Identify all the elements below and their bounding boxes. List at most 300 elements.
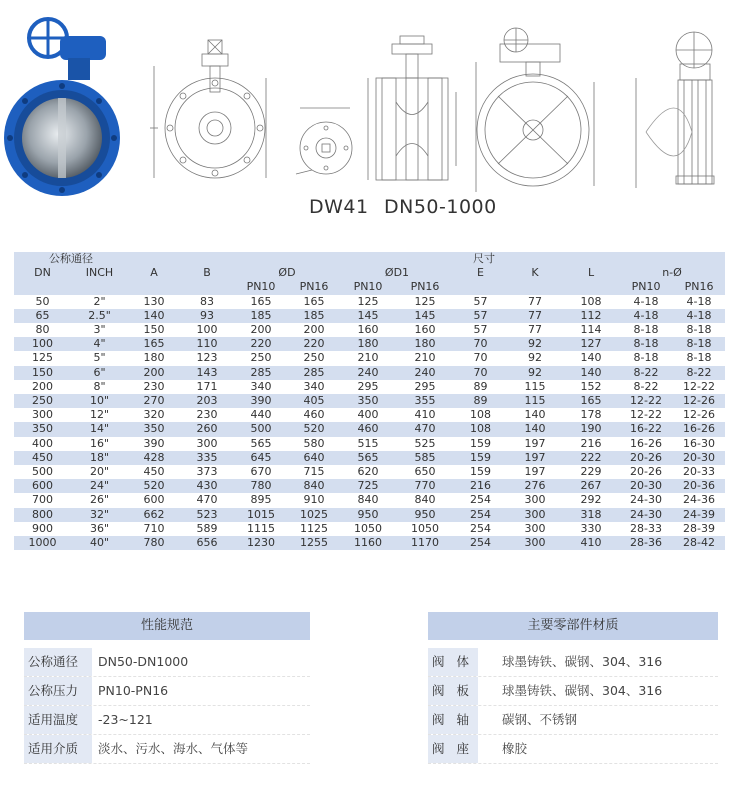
table-cell: 470 [180, 493, 234, 507]
table-cell: 165 [563, 394, 619, 408]
table-cell: 12" [71, 408, 128, 422]
table-cell: 565 [234, 437, 288, 451]
table-cell: 145 [340, 309, 396, 323]
table-cell: 8-18 [673, 323, 725, 337]
table-cell: 400 [340, 408, 396, 422]
table-cell: 57 [454, 323, 507, 337]
table-cell: 460 [340, 422, 396, 436]
col-dn: DN [14, 266, 71, 280]
col-a: A [128, 266, 180, 280]
table-cell: 525 [396, 437, 454, 451]
table-cell: 24-39 [673, 508, 725, 522]
table-cell: 185 [234, 309, 288, 323]
material-value: 球墨铸铁、碳钢、304、316 [502, 654, 663, 669]
table-row [14, 493, 725, 507]
table-cell: 250 [14, 394, 71, 408]
col-l: L [563, 266, 619, 280]
table-cell: 24-30 [619, 493, 673, 507]
material-value: 球墨铸铁、碳钢、304、316 [502, 683, 663, 698]
table-cell: 600 [14, 479, 71, 493]
table-cell: 190 [563, 422, 619, 436]
table-cell: 125 [14, 351, 71, 365]
table-cell: 500 [234, 422, 288, 436]
spec-label: 公称通径 [24, 648, 92, 676]
header-nominal-size: 公称通径 [14, 252, 128, 266]
spec-value: DN50-DN1000 [98, 654, 189, 669]
col-k: K [507, 266, 563, 280]
table-cell: 440 [234, 408, 288, 422]
specs-list [24, 648, 310, 764]
table-row [14, 309, 725, 323]
table-cell: 580 [288, 437, 340, 451]
table-cell: 16-26 [619, 437, 673, 451]
table-cell: 295 [396, 380, 454, 394]
table-cell: 36" [71, 522, 128, 536]
table-cell: 108 [454, 422, 507, 436]
table-cell: 1160 [340, 536, 396, 550]
table-cell: 390 [128, 437, 180, 451]
table-cell: 57 [454, 295, 507, 309]
table-cell: 8-18 [673, 351, 725, 365]
col-inch: INCH [71, 266, 128, 280]
col-b: B [180, 266, 234, 280]
table-cell: 8-18 [673, 337, 725, 351]
table-row [14, 536, 725, 550]
table-cell: 216 [563, 437, 619, 451]
table-cell: 700 [14, 493, 71, 507]
table-cell: 125 [396, 295, 454, 309]
table-cell: 3" [71, 323, 128, 337]
table-cell: 1125 [288, 522, 340, 536]
table-cell: 8" [71, 380, 128, 394]
specs-header: 性能规范 [24, 612, 310, 640]
table-cell: 12-22 [619, 394, 673, 408]
table-cell: 254 [454, 536, 507, 550]
table-cell: 160 [396, 323, 454, 337]
material-value: 橡胶 [502, 741, 528, 756]
table-cell: 430 [180, 479, 234, 493]
table-cell: 150 [128, 323, 180, 337]
col-od-pn10: PN10 [234, 280, 288, 294]
table-cell: 500 [14, 465, 71, 479]
spec-label: 公称压力 [24, 677, 92, 705]
spec-value: PN10-PN16 [98, 683, 169, 698]
table-header-row [14, 252, 725, 266]
table-cell: 1170 [396, 536, 454, 550]
table-cell: 900 [14, 522, 71, 536]
table-row [14, 465, 725, 479]
table-cell: 12-22 [619, 408, 673, 422]
table-cell: 112 [563, 309, 619, 323]
table-row [14, 295, 725, 309]
table-cell: 93 [180, 309, 234, 323]
table-cell: 100 [14, 337, 71, 351]
valve-photo [0, 8, 130, 208]
table-cell: 180 [396, 337, 454, 351]
table-cell: 108 [563, 295, 619, 309]
table-cell: 254 [454, 493, 507, 507]
table-cell: 220 [234, 337, 288, 351]
table-cell: 20-26 [619, 451, 673, 465]
table-cell: 20-33 [673, 465, 725, 479]
spec-value: -23~121 [98, 712, 153, 727]
table-cell: 26" [71, 493, 128, 507]
table-cell: 1025 [288, 508, 340, 522]
table-cell: 65 [14, 309, 71, 323]
table-cell: 20" [71, 465, 128, 479]
table-cell: 140 [507, 408, 563, 422]
table-cell: 40" [71, 536, 128, 550]
table-cell: 292 [563, 493, 619, 507]
table-cell: 340 [234, 380, 288, 394]
spec-row [24, 648, 310, 677]
table-row [14, 366, 725, 380]
table-cell: 800 [14, 508, 71, 522]
dimension-table [14, 252, 725, 550]
table-cell: 6" [71, 366, 128, 380]
table-cell: 89 [454, 380, 507, 394]
dimension-table-body [14, 295, 725, 551]
table-cell: 171 [180, 380, 234, 394]
table-cell: 24" [71, 479, 128, 493]
table-cell: 89 [454, 394, 507, 408]
table-cell: 450 [128, 465, 180, 479]
table-cell: 770 [396, 479, 454, 493]
table-cell: 70 [454, 351, 507, 365]
table-cell: 80 [14, 323, 71, 337]
table-cell: 300 [14, 408, 71, 422]
table-cell: 210 [340, 351, 396, 365]
table-cell: 4" [71, 337, 128, 351]
table-row [14, 451, 725, 465]
table-cell: 14" [71, 422, 128, 436]
table-cell: 197 [507, 465, 563, 479]
table-cell: 159 [454, 451, 507, 465]
table-cell: 210 [396, 351, 454, 365]
table-cell: 8-22 [619, 380, 673, 394]
table-cell: 77 [507, 309, 563, 323]
table-cell: 620 [340, 465, 396, 479]
table-cell: 159 [454, 437, 507, 451]
table-cell: 250 [234, 351, 288, 365]
model-range: DN50-1000 [384, 196, 497, 218]
table-cell: 115 [507, 394, 563, 408]
table-cell: 110 [180, 337, 234, 351]
product-drawings [0, 0, 742, 240]
table-cell: 2.5" [71, 309, 128, 323]
table-cell: 390 [234, 394, 288, 408]
table-cell: 270 [128, 394, 180, 408]
table-cell: 180 [340, 337, 396, 351]
table-cell: 645 [234, 451, 288, 465]
col-holes-pn10: PN10 [619, 280, 673, 294]
table-cell: 115 [507, 380, 563, 394]
table-cell: 295 [340, 380, 396, 394]
materials-list [428, 648, 718, 764]
table-cell: 222 [563, 451, 619, 465]
table-cell: 152 [563, 380, 619, 394]
table-cell: 24-30 [619, 508, 673, 522]
table-cell: 77 [507, 323, 563, 337]
drawing-gear-front [470, 22, 600, 212]
table-cell: 285 [288, 366, 340, 380]
table-cell: 20-30 [619, 479, 673, 493]
spec-row [24, 677, 310, 706]
col-e: E [454, 266, 507, 280]
table-cell: 12-26 [673, 408, 725, 422]
table-cell: 20-30 [673, 451, 725, 465]
col-od1-pn16: PN16 [396, 280, 454, 294]
table-cell: 125 [340, 295, 396, 309]
table-cell: 8-18 [619, 323, 673, 337]
table-cell: 670 [234, 465, 288, 479]
drawing-gear-side [626, 28, 736, 198]
table-cell: 230 [128, 380, 180, 394]
table-cell: 100 [180, 323, 234, 337]
table-cell: 285 [234, 366, 288, 380]
table-cell: 200 [234, 323, 288, 337]
table-row [14, 479, 725, 493]
table-cell: 57 [454, 309, 507, 323]
table-cell: 523 [180, 508, 234, 522]
table-cell: 330 [563, 522, 619, 536]
table-cell: 4-18 [673, 295, 725, 309]
table-cell: 240 [396, 366, 454, 380]
table-cell: 230 [180, 408, 234, 422]
table-cell: 178 [563, 408, 619, 422]
table-cell: 950 [396, 508, 454, 522]
table-cell: 140 [507, 422, 563, 436]
table-cell: 410 [396, 408, 454, 422]
table-cell: 460 [288, 408, 340, 422]
table-cell: 197 [507, 437, 563, 451]
material-row [428, 648, 718, 677]
table-cell: 160 [340, 323, 396, 337]
table-cell: 910 [288, 493, 340, 507]
spec-row [24, 706, 310, 735]
table-cell: 300 [507, 493, 563, 507]
table-cell: 140 [563, 351, 619, 365]
material-label: 阀 座 [428, 735, 478, 763]
table-cell: 254 [454, 508, 507, 522]
table-cell: 589 [180, 522, 234, 536]
table-header-row [14, 280, 725, 294]
table-header-row [14, 266, 725, 280]
table-cell: 300 [507, 522, 563, 536]
table-cell: 4-18 [673, 309, 725, 323]
table-cell: 780 [234, 479, 288, 493]
header-dimensions: 尺寸 [234, 252, 507, 266]
table-cell: 1050 [396, 522, 454, 536]
table-cell: 300 [507, 508, 563, 522]
table-cell: 405 [288, 394, 340, 408]
table-cell: 515 [340, 437, 396, 451]
table-cell: 2" [71, 295, 128, 309]
table-cell: 585 [396, 451, 454, 465]
table-cell: 1050 [340, 522, 396, 536]
drawing-top-view [290, 100, 360, 190]
table-cell: 20-36 [673, 479, 725, 493]
header-bolt-holes: n-Ø [619, 266, 725, 280]
table-cell: 656 [180, 536, 234, 550]
table-cell: 300 [507, 536, 563, 550]
table-cell: 267 [563, 479, 619, 493]
table-cell: 640 [288, 451, 340, 465]
table-cell: 165 [128, 337, 180, 351]
drawing-side-section [362, 32, 462, 192]
table-cell: 140 [563, 366, 619, 380]
table-cell: 895 [234, 493, 288, 507]
drawing-front-view [146, 36, 276, 226]
table-cell: 50 [14, 295, 71, 309]
table-cell: 145 [396, 309, 454, 323]
table-cell: 1000 [14, 536, 71, 550]
table-cell: 197 [507, 451, 563, 465]
table-cell: 600 [128, 493, 180, 507]
table-cell: 8-18 [619, 337, 673, 351]
table-cell: 355 [396, 394, 454, 408]
table-row [14, 351, 725, 365]
model-code: DW41 [309, 196, 369, 218]
table-cell: 150 [14, 366, 71, 380]
table-cell: 4-18 [619, 309, 673, 323]
table-cell: 840 [288, 479, 340, 493]
table-cell: 350 [128, 422, 180, 436]
table-cell: 520 [128, 479, 180, 493]
table-cell: 10" [71, 394, 128, 408]
table-cell: 16-22 [619, 422, 673, 436]
table-cell: 470 [396, 422, 454, 436]
table-row [14, 422, 725, 436]
table-cell: 130 [128, 295, 180, 309]
table-cell: 1115 [234, 522, 288, 536]
table-cell: 240 [340, 366, 396, 380]
table-cell: 180 [128, 351, 180, 365]
table-cell: 216 [454, 479, 507, 493]
table-cell: 650 [396, 465, 454, 479]
table-cell: 4-18 [619, 295, 673, 309]
table-cell: 8-18 [619, 351, 673, 365]
col-od1-pn10: PN10 [340, 280, 396, 294]
col-od-pn16: PN16 [288, 280, 340, 294]
table-cell: 950 [340, 508, 396, 522]
table-cell: 165 [234, 295, 288, 309]
material-label: 阀 轴 [428, 706, 478, 734]
table-cell: 28-33 [619, 522, 673, 536]
table-cell: 428 [128, 451, 180, 465]
table-row [14, 380, 725, 394]
table-cell: 8-22 [673, 366, 725, 380]
table-cell: 92 [507, 366, 563, 380]
table-cell: 12-22 [673, 380, 725, 394]
col-holes-pn16: PN16 [673, 280, 725, 294]
table-cell: 200 [288, 323, 340, 337]
table-cell: 250 [288, 351, 340, 365]
table-cell: 114 [563, 323, 619, 337]
table-cell: 1015 [234, 508, 288, 522]
header-od1: ØD1 [340, 266, 454, 280]
table-cell: 350 [14, 422, 71, 436]
table-row [14, 394, 725, 408]
table-cell: 20-26 [619, 465, 673, 479]
table-row [14, 508, 725, 522]
table-cell: 229 [563, 465, 619, 479]
table-cell: 12-26 [673, 394, 725, 408]
material-label: 阀 体 [428, 648, 478, 676]
table-cell: 715 [288, 465, 340, 479]
table-cell: 77 [507, 295, 563, 309]
table-cell: 28-42 [673, 536, 725, 550]
table-cell: 340 [288, 380, 340, 394]
table-cell: 840 [340, 493, 396, 507]
table-cell: 140 [128, 309, 180, 323]
table-cell: 203 [180, 394, 234, 408]
table-cell: 16-26 [673, 422, 725, 436]
table-cell: 18" [71, 451, 128, 465]
material-value: 碳钢、不锈钢 [502, 712, 578, 727]
table-cell: 123 [180, 351, 234, 365]
table-cell: 28-36 [619, 536, 673, 550]
spec-label: 适用介质 [24, 735, 92, 763]
table-row [14, 522, 725, 536]
table-cell: 335 [180, 451, 234, 465]
table-cell: 220 [288, 337, 340, 351]
table-cell: 92 [507, 351, 563, 365]
table-cell: 520 [288, 422, 340, 436]
table-cell: 70 [454, 337, 507, 351]
table-cell: 165 [288, 295, 340, 309]
table-cell: 8-22 [619, 366, 673, 380]
table-cell: 32" [71, 508, 128, 522]
table-cell: 840 [396, 493, 454, 507]
table-cell: 200 [14, 380, 71, 394]
table-cell: 300 [180, 437, 234, 451]
table-cell: 260 [180, 422, 234, 436]
table-cell: 159 [454, 465, 507, 479]
table-row [14, 437, 725, 451]
table-row [14, 323, 725, 337]
table-cell: 565 [340, 451, 396, 465]
material-label: 阀 板 [428, 677, 478, 705]
table-cell: 254 [454, 522, 507, 536]
table-cell: 450 [14, 451, 71, 465]
materials-header: 主要零部件材质 [428, 612, 718, 640]
table-row [14, 337, 725, 351]
table-cell: 350 [340, 394, 396, 408]
table-cell: 1230 [234, 536, 288, 550]
table-cell: 143 [180, 366, 234, 380]
table-cell: 83 [180, 295, 234, 309]
table-cell: 662 [128, 508, 180, 522]
table-cell: 725 [340, 479, 396, 493]
table-cell: 28-39 [673, 522, 725, 536]
table-cell: 320 [128, 408, 180, 422]
table-cell: 92 [507, 337, 563, 351]
table-cell: 318 [563, 508, 619, 522]
material-row [428, 677, 718, 706]
spec-row [24, 735, 310, 764]
table-cell: 200 [128, 366, 180, 380]
table-cell: 127 [563, 337, 619, 351]
table-cell: 5" [71, 351, 128, 365]
table-cell: 185 [288, 309, 340, 323]
table-cell: 70 [454, 366, 507, 380]
spec-label: 适用温度 [24, 706, 92, 734]
table-cell: 780 [128, 536, 180, 550]
table-cell: 373 [180, 465, 234, 479]
table-cell: 108 [454, 408, 507, 422]
spec-value: 淡水、污水、海水、气体等 [98, 741, 249, 756]
